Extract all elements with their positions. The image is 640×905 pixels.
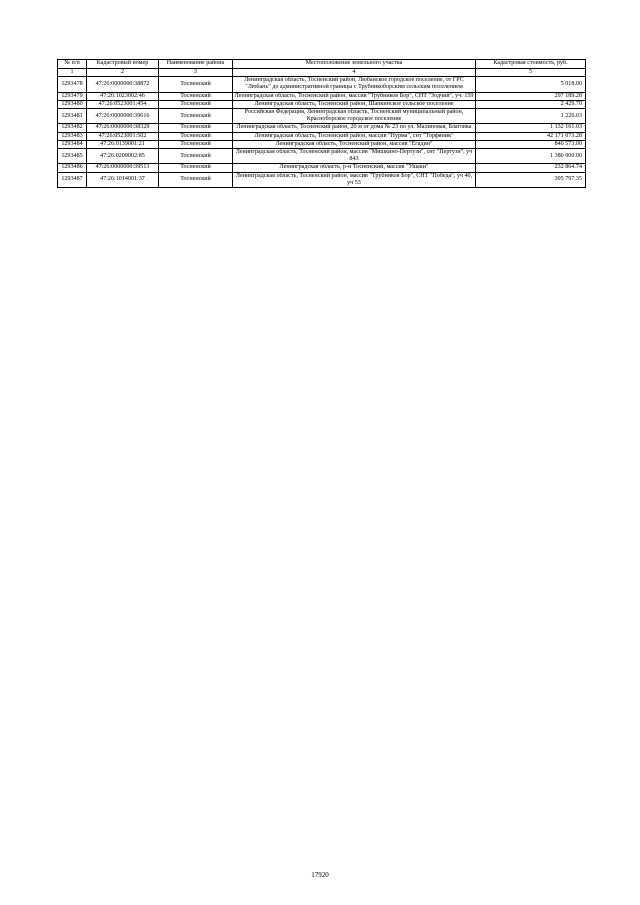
cadastral-number: 47:26:0523001:502 (87, 132, 159, 140)
row-index: 1293484 (58, 140, 87, 148)
table-header-row (58, 60, 586, 69)
cadastral-value-table (57, 59, 586, 188)
header-location: Местоположение земельного участка (233, 60, 476, 69)
column-number: 4 (233, 69, 476, 77)
district-name: Тосненский (159, 149, 233, 164)
row-index: 1293483 (58, 132, 87, 140)
row-index: 1293485 (58, 149, 87, 164)
parcel-location: Ленинградская область, Тосненский район, 20 м от дома № 23 по ул. Малиновая, Благовка (233, 124, 476, 132)
cadastral-value: 1 380 000.00 (476, 149, 586, 164)
header-cadastral-number: Кадастровый номер (87, 60, 159, 69)
row-index: 1293487 (58, 172, 87, 187)
cadastral-number: 47:26:0209002:85 (87, 149, 159, 164)
row-index: 1293480 (58, 100, 87, 108)
table-row (58, 109, 586, 124)
parcel-location: Ленинградская область, р-н Тосненский, массив "Ушаки" (233, 164, 476, 172)
column-number: 3 (159, 69, 233, 77)
table-row (58, 100, 586, 108)
table-row (58, 172, 586, 187)
table-row (58, 164, 586, 172)
column-number: 1 (58, 69, 87, 77)
column-number: 5 (476, 69, 586, 77)
cadastral-value: 297 189.28 (476, 92, 586, 100)
table-row (58, 132, 586, 140)
header-index: № п/п (58, 60, 87, 69)
cadastral-value: 840 573.00 (476, 140, 586, 148)
cadastral-number: 47:26:0000000:38329 (87, 124, 159, 132)
header-district: Наименование района (159, 60, 233, 69)
district-name: Тосненский (159, 172, 233, 187)
cadastral-number: 47:26:1014001:37 (87, 172, 159, 187)
row-index: 1293481 (58, 109, 87, 124)
cadastral-number: 47:26:0000000:38872 (87, 77, 159, 92)
cadastral-number: 47:26:1023002:46 (87, 92, 159, 100)
district-name: Тосненский (159, 77, 233, 92)
parcel-location: Российская Федерация, Ленинградская область, Тосненский муниципальный район, Красноборское городское поселение (233, 109, 476, 124)
district-name: Тосненский (159, 100, 233, 108)
cadastral-number: 47:26:0523001:454 (87, 100, 159, 108)
parcel-location: Ленинградская область, Тосненский район, массив "Трубников Бор", СНТ "Победа", уч 40, уч 53 (233, 172, 476, 187)
cadastral-value: 1 226.03 (476, 109, 586, 124)
parcel-location: Ленинградская область, Тосненский район, массив "Трубников Бор", СНТ "Зодчий", уч. 159 (233, 92, 476, 100)
parcel-location: Ленинградская область, Тосненский район, Шапкинское сельское поселение (233, 100, 476, 108)
cadastral-number: 47:26:0000000:39513 (87, 164, 159, 172)
cadastral-value: 2 429.70 (476, 100, 586, 108)
cadastral-number: 47:26:0000000:39616 (87, 109, 159, 124)
district-name: Тосненский (159, 92, 233, 100)
parcel-location: Ленинградская область, Тосненский район, массив "Егадин" (233, 140, 476, 148)
parcel-location: Ленинградская область, Тосненский район, Любанское городское поселение, от ГРС "Любань" до административной границы с Трубникоборским сельским поселением (233, 77, 476, 92)
table-row (58, 149, 586, 164)
table-row (58, 140, 586, 148)
column-number: 2 (87, 69, 159, 77)
row-index: 1293478 (58, 77, 87, 92)
district-name: Тосненский (159, 132, 233, 140)
table-row (58, 92, 586, 100)
table-row (58, 77, 586, 92)
district-name: Тосненский (159, 109, 233, 124)
cadastral-value: 42 171 073.28 (476, 132, 586, 140)
header-cadastral-value: Кадастровая стоимость, руб. (476, 60, 586, 69)
row-index: 1293479 (58, 92, 87, 100)
district-name: Тосненский (159, 124, 233, 132)
cadastral-value: 395 797.35 (476, 172, 586, 187)
parcel-location: Ленинградская область, Тосненский район, массив "Нурма", снт "Торфяник" (233, 132, 476, 140)
row-index: 1293486 (58, 164, 87, 172)
cadastral-value: 5 018.00 (476, 77, 586, 92)
column-number-row (58, 69, 586, 77)
parcel-location: Ленинградская область, Тосненский район, массив "Мишкино-Пертузи", снт "Пертузи", уч 843 (233, 149, 476, 164)
cadastral-number: 47:26:0139001:21 (87, 140, 159, 148)
district-name: Тосненский (159, 164, 233, 172)
table-row (58, 124, 586, 132)
district-name: Тосненский (159, 140, 233, 148)
cadastral-value: 232 864.74 (476, 164, 586, 172)
cadastral-value: 1 132 161.03 (476, 124, 586, 132)
page-number: 17920 (311, 871, 329, 879)
row-index: 1293482 (58, 124, 87, 132)
